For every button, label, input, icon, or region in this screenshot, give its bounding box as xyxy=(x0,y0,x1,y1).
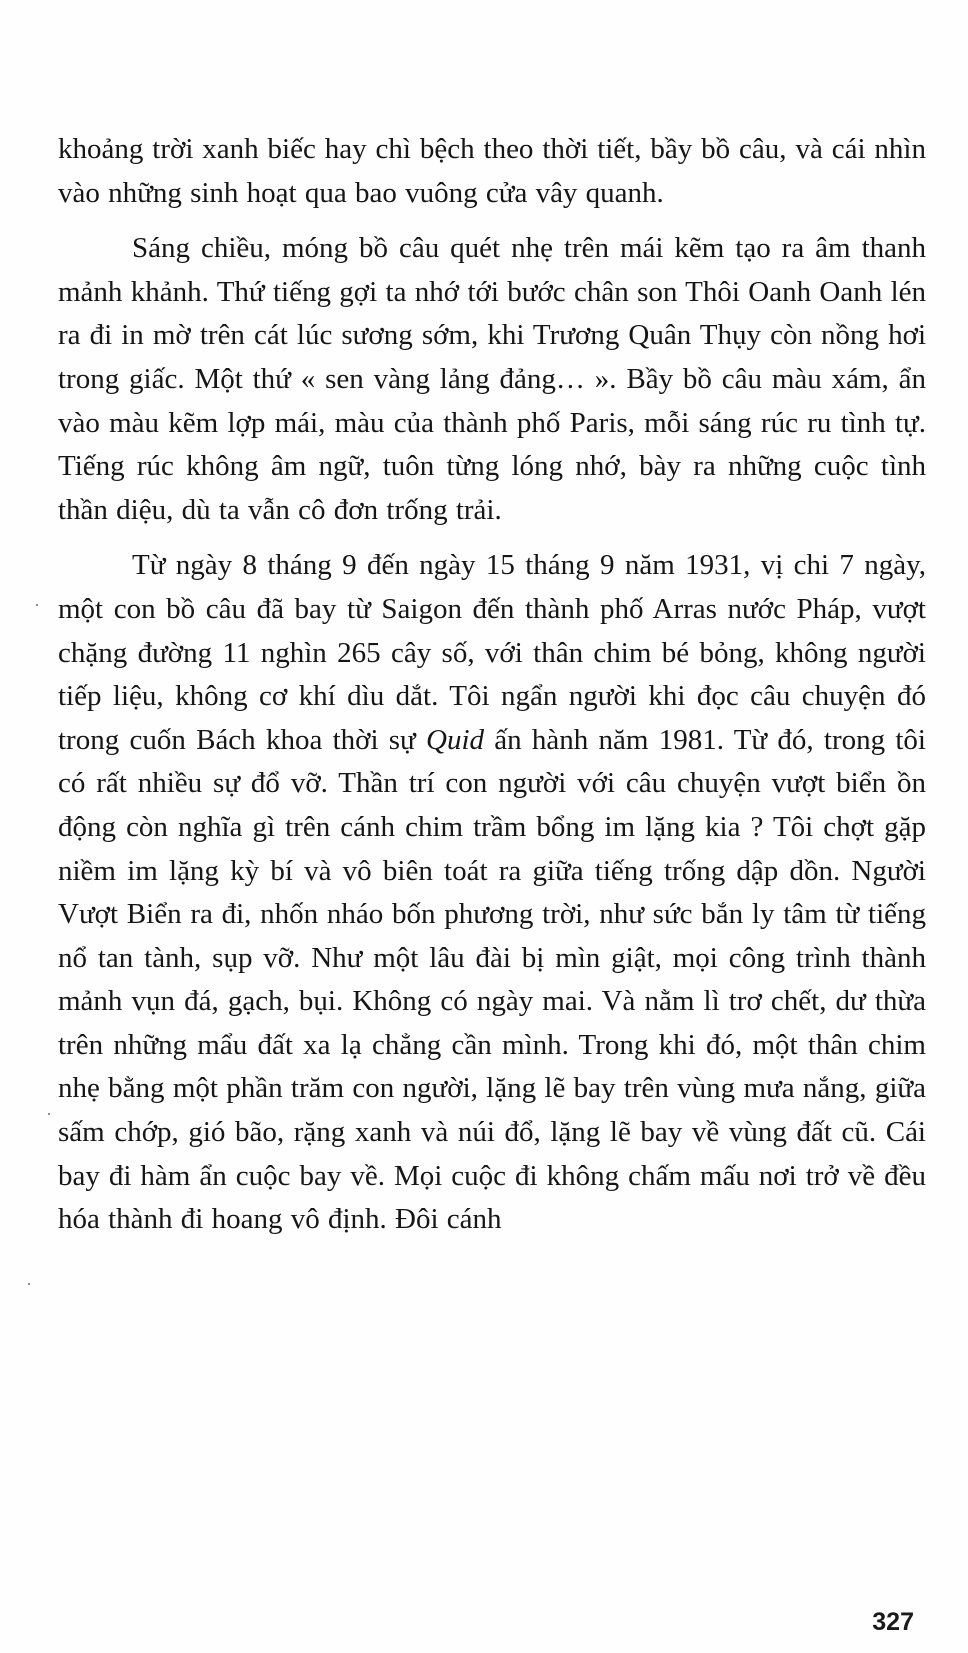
paragraph-text-end: ấn hành năm 1981. Từ đó, trong tôi có rất nhiều sự đổ vỡ. Thần trí con người với câu chuyện vượt biển ồn động còn nghĩa gì trên cánh chim trầm bổng im lặng kia ? Tôi chợt gặp niềm im lặng kỳ bí và vô biên toát ra giữa tiếng trống dập dồn. Người Vượt Biển ra đi, nhốn nháo bốn phương trời, như sức bắn ly tâm từ tiếng nổ tan tành, sụp vỡ. Như một lâu đài bị mìn giật, mọi công trình thành mảnh vụn đá, gạch, bụi. Không có ngày mai. Và nằm lì trơ chết, dư thừa trên những mẩu đất xa lạ chẳng cần mình. Trong khi đó, một thân chim nhẹ bằng một phần trăm con người, lặng lẽ bay trên vùng mưa nắng, giữa sấm chớp, gió bão, rặng xanh và núi đổ, lặng lẽ bay về vùng đất cũ. Cái bay đi hàm ẩn cuộc bay về. Mọi cuộc đi không chấm mấu nơi trở về đều hóa thành đi hoang vô định. Đôi cánh xyxy=(58,723,926,1236)
paragraph-continuation: khoảng trời xanh biếc hay chì bệch theo thời tiết, bầy bồ câu, và cái nhìn vào những sinh hoạt qua bao vuông cửa vây quanh. xyxy=(58,133,926,209)
scan-speck xyxy=(36,604,38,606)
page-number: 327 xyxy=(872,1608,914,1636)
italic-title-quid: Quid xyxy=(426,723,485,756)
paragraph-pigeons-sound: Sáng chiều, móng bồ câu quét nhẹ trên mái kẽm tạo ra âm thanh mảnh khảnh. Thứ tiếng gợi ta nhớ tới bước chân son Thôi Oanh Oanh lén ra đi in mờ trên cát lúc sương sớm, khi Trương Quân Thụy còn nồng hơi trong giấc. Một thứ « sen vàng lảng đảng… ». Bầy bồ câu màu xám, ẩn vào màu kẽm lợp mái, màu của thành phố Paris, mỗi sáng rúc ru tình tự. Tiếng rúc không âm ngữ, tuôn từng lóng nhớ, bày ra những cuộc tình thần diệu, dù ta vẫn cô đơn trống trải. xyxy=(58,232,926,526)
paragraph-pigeon-flight xyxy=(58,544,926,1242)
scan-speck xyxy=(48,1113,50,1115)
paragraph-text-start: Từ ngày 8 tháng 9 đến ngày 15 tháng 9 năm 1931, vị chi 7 ngày, một con bồ câu đã bay từ Saigon đến thành phố Arras nước Pháp, vượt chặng đường 11 nghìn 265 cây số, với thân chim bé bỏng, không người tiếp liệu, không cơ khí dìu dắt. Tôi ngẩn người khi đọc câu chuyện đó trong cuốn Bách khoa thời sự xyxy=(58,549,926,756)
scan-speck xyxy=(28,1283,30,1285)
body-text xyxy=(58,128,926,1242)
